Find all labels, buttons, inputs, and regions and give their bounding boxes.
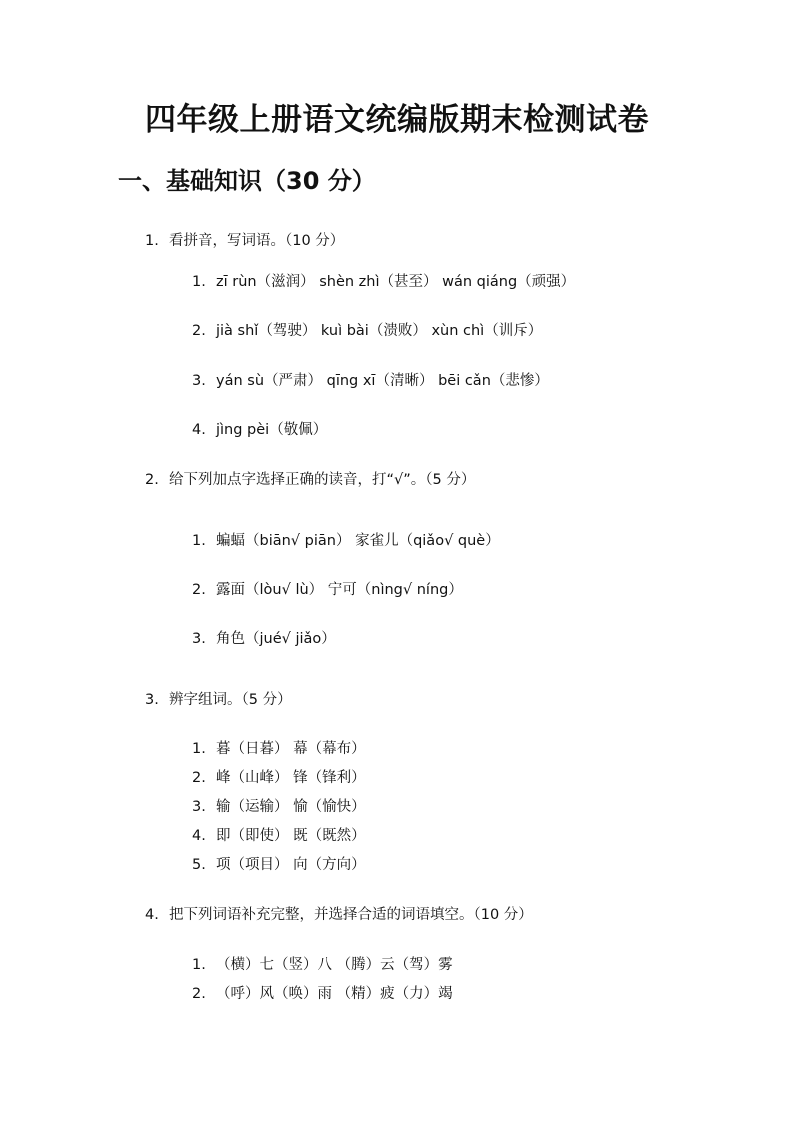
- item-text: （呼）风（唤）雨 （精）疲（力）竭: [216, 986, 453, 1002]
- item-text: 峰（山峰） 锋（锋利）: [216, 770, 366, 786]
- section-heading: 一、基础知识（30 分）: [118, 167, 376, 195]
- list-item: [192, 824, 366, 845]
- list-item: [192, 737, 366, 758]
- item-text: 蝙蝠（biān√ piān） 家雀儿（qiǎo√ què）: [216, 533, 500, 549]
- question-2: [145, 468, 475, 489]
- question-number: 1.: [145, 233, 159, 249]
- item-text: 即（即使） 既（既然）: [216, 828, 366, 844]
- item-number: 1.: [192, 274, 206, 290]
- list-item: [192, 578, 463, 599]
- item-text: yán sù（严肃） qīng xī（清晰） bēi cǎn（悲惨）: [216, 373, 549, 389]
- question-text: 把下列词语补充完整，并选择合适的词语填空。（10 分）: [169, 907, 533, 923]
- question-4: [145, 903, 533, 924]
- question-1: [145, 229, 344, 250]
- list-item: [192, 529, 500, 550]
- item-number: 4.: [192, 422, 206, 438]
- item-text: 角色（jué√ jiǎo）: [216, 631, 336, 647]
- question-text: 看拼音，写词语。（10 分）: [169, 233, 345, 249]
- item-number: 2.: [192, 770, 206, 786]
- list-item: [192, 418, 327, 439]
- list-item: [192, 766, 366, 787]
- item-number: 3.: [192, 799, 206, 815]
- question-text: 给下列加点字选择正确的读音，打“√”。（5 分）: [169, 472, 476, 488]
- question-text: 辨字组词。（5 分）: [169, 692, 292, 708]
- item-number: 2.: [192, 986, 206, 1002]
- question-number: 3.: [145, 692, 159, 708]
- list-item: [192, 953, 453, 974]
- item-number: 2.: [192, 582, 206, 598]
- item-text: jìng pèi（敬佩）: [216, 422, 328, 438]
- question-3: [145, 688, 292, 709]
- question-number: 4.: [145, 907, 159, 923]
- list-item: [192, 982, 453, 1003]
- list-item: [192, 270, 575, 291]
- item-text: 暮（日暮） 幕（幕布）: [216, 741, 366, 757]
- item-number: 1.: [192, 741, 206, 757]
- list-item: [192, 319, 542, 340]
- item-number: 1.: [192, 533, 206, 549]
- item-text: 项（项目） 向（方向）: [216, 857, 366, 873]
- item-text: 输（运输） 愉（愉快）: [216, 799, 366, 815]
- item-number: 4.: [192, 828, 206, 844]
- item-text: 露面（lòu√ lù） 宁可（nìng√ níng）: [216, 582, 463, 598]
- item-text: jià shǐ（驾驶） kuì bài（溃败） xùn chì（训斥）: [216, 323, 543, 339]
- list-item: [192, 627, 336, 648]
- list-item: [192, 853, 366, 874]
- item-number: 5.: [192, 857, 206, 873]
- item-text: zī rùn（滋润） shèn zhì（甚至） wán qiáng（顽强）: [216, 274, 576, 290]
- item-number: 2.: [192, 323, 206, 339]
- item-number: 1.: [192, 957, 206, 973]
- item-text: （横）七（竖）八 （腾）云（驾）雾: [216, 957, 453, 973]
- list-item: [192, 795, 366, 816]
- item-number: 3.: [192, 373, 206, 389]
- page-title: 四年级上册语文统编版期末检测试卷: [145, 102, 649, 138]
- list-item: [192, 369, 549, 390]
- question-number: 2.: [145, 472, 159, 488]
- item-number: 3.: [192, 631, 206, 647]
